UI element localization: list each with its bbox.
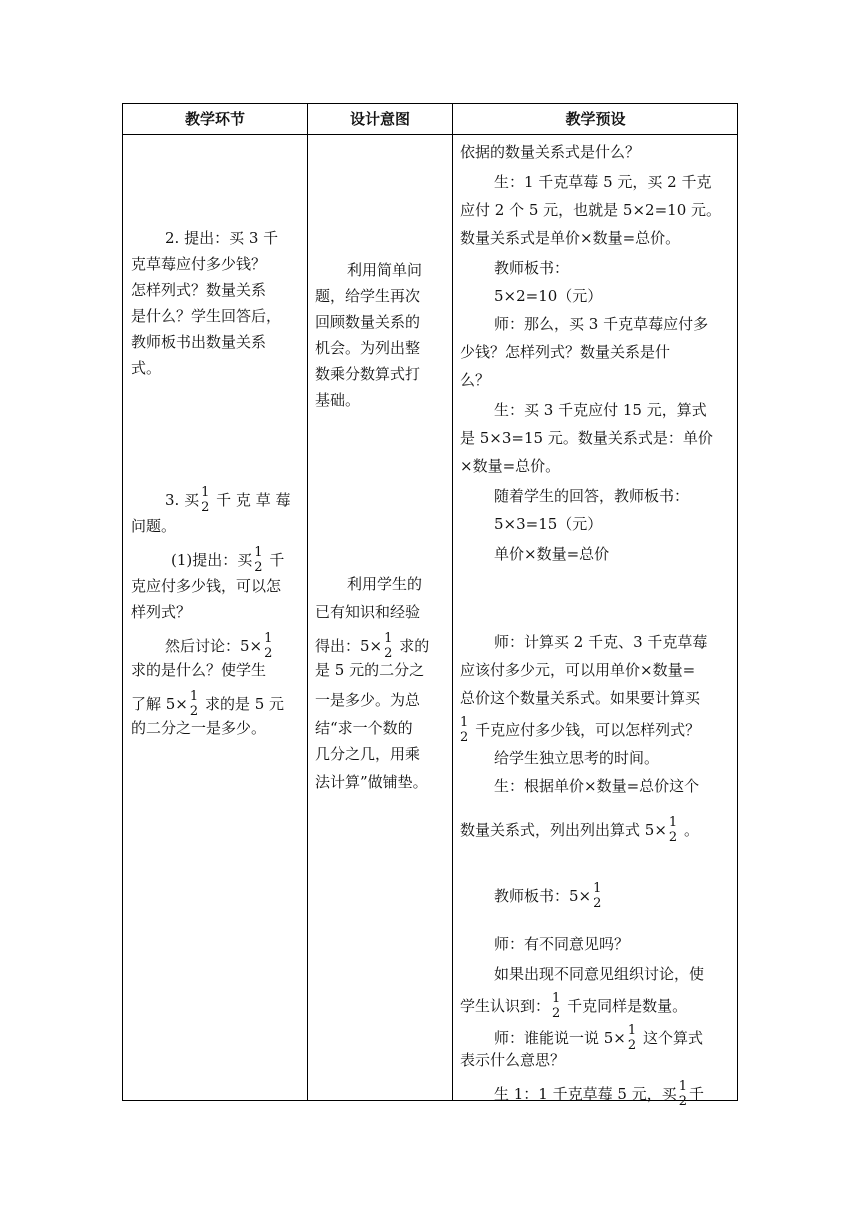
column-divider [307,104,308,1100]
header-teaching-plan: 教学预设 [565,110,626,128]
col3-line [460,992,687,1022]
text-span: 数量关系式，列出列出算式 5× [460,821,667,839]
text-span: 得出：5× [315,637,383,655]
col1-line: 怎样列式？数量关系 [131,281,267,299]
col1-line [165,632,274,662]
col3-line: 生：1 千克草莓 5 元，买 2 千克 [494,173,712,191]
fraction-one-half: 1 2 [668,815,678,845]
col3-line: 师：那么，买 3 千克草莓应付多 [494,315,709,333]
col3-line: 依据的数量关系式是什么？ [460,143,641,161]
text-span: 求的是 5 元 [204,695,285,713]
col1-line: 求的是什么？使学生 [131,661,267,679]
text-span: 了解 5× [131,695,188,713]
col3-line: 师：计算买 2 千克、3 千克草莓 [494,633,708,651]
text-span: (1)提出：买 [171,551,253,569]
column-divider [452,104,453,1100]
col3-line: 如果出现不同意见组织讨论，使 [494,965,705,983]
col3-line [460,816,699,846]
col3-line: 总价这个数量关系式。如果要计算买 [460,689,701,707]
col2-line: 利用学生的 [347,575,423,593]
text-span: 学生认识到： [460,997,551,1015]
col3-line: 应该付多少元，可以用单价×数量= [460,661,696,679]
col3-line: 是 5×3=15 元。数量关系式是：单价 [460,429,713,447]
fraction-one-half: 1 2 [593,881,602,911]
col3-line: 数量关系式是单价×数量=总价。 [460,229,681,247]
col3-line [494,882,603,912]
col1-line: 克草莓应付多少钱？ [131,255,267,273]
col2-line: 一是多少。为总 [315,691,421,709]
col3-line [494,1080,704,1110]
col2-line: 结“求一个数的 [315,719,413,737]
col3-line: 师：有不同意见吗？ [494,935,630,953]
col1-line [171,546,284,576]
col2-line: 几分之几，用乘 [315,745,421,763]
col3-line: 教师板书： [494,259,570,277]
col2-line: 法计算”做铺垫。 [315,773,428,791]
text-span: 。 [683,821,699,839]
lesson-plan-table [122,103,738,1109]
col1-line: 样列式？ [131,603,192,621]
col2-line [315,632,429,662]
text-span: 3. 买 [165,491,200,509]
text-span: 求的 [399,637,430,655]
col3-line: ×数量=总价。 [460,457,561,475]
text-span: 师：谁能说一说 5× [494,1029,626,1047]
col1-line: 是什么？学生回答后， [131,307,282,325]
fraction-one-half: 1 2 [264,631,273,661]
fraction-one-half: 1 2 [201,485,210,515]
text-span: 教师板书：5× [494,887,592,905]
col3-line: 生：根据单价×数量=总价这个 [494,777,700,795]
col2-line: 已有知识和经验 [315,603,421,621]
col1-line: 教师板书出数量关系 [131,333,267,351]
text-span: 千 [689,1085,705,1103]
col2-line: 题，给学生再次 [315,287,421,305]
col1-line: 克应付多少钱，可以怎 [131,577,282,595]
col2-line: 回顾数量关系的 [315,313,421,331]
fraction-one-half: 1 2 [552,991,561,1021]
text-span: 生 1：1 千克草莓 5 元，买 [494,1085,677,1103]
header-divider [123,134,737,135]
col1-line [165,486,290,516]
fraction-one-half: 1 2 [460,715,469,745]
col1-line: 式。 [131,359,162,377]
col1-line [131,690,284,720]
col3-line: 5×3=15（元） [494,515,603,533]
fraction-one-half: 1 2 [678,1079,687,1109]
text-span: 千 克 草 莓 [216,491,291,509]
fraction-one-half: 1 2 [384,631,393,661]
col2-line: 是 5 元的二分之 [315,661,425,679]
col2-line: 基础。 [315,391,361,409]
col3-line: 随着学生的回答，教师板书： [494,487,690,505]
col3-line: 生：买 3 千克应付 15 元，算式 [494,401,707,419]
text-span: 然后讨论：5× [165,637,263,655]
col3-line: 表示什么意思？ [460,1051,566,1069]
col2-line: 利用简单问 [347,261,423,279]
col3-line: 单价×数量=总价 [494,545,610,563]
col1-line: 2. 提出：买 3 千 [165,229,279,247]
fraction-one-half: 1 2 [254,545,263,575]
header-teaching-stage: 教学环节 [184,110,245,128]
col2-line: 机会。为列出整 [315,339,421,357]
col3-line: 么？ [460,371,491,389]
text-span: 千 [269,551,285,569]
col3-line [458,716,700,746]
col3-line: 少钱？怎样列式？数量关系是什 [460,343,671,361]
text-span: 这个算式 [642,1029,703,1047]
text-span: 千克应付多少钱，可以怎样列式？ [475,721,701,739]
fraction-one-half: 1 2 [189,689,199,719]
col3-line: 5×2=10（元） [494,287,603,305]
col2-line: 数乘分数算式打 [315,365,421,383]
col1-line: 问题。 [131,517,177,535]
col3-line: 给学生独立思考的时间。 [494,749,660,767]
header-design-intent: 设计意图 [349,110,410,128]
col1-line: 的二分之一是多少。 [131,719,267,737]
fraction-one-half: 1 2 [627,1023,637,1053]
text-span: 千克同样是数量。 [567,997,688,1015]
col3-line: 应付 2 个 5 元，也就是 5×2=10 元。 [460,201,722,219]
